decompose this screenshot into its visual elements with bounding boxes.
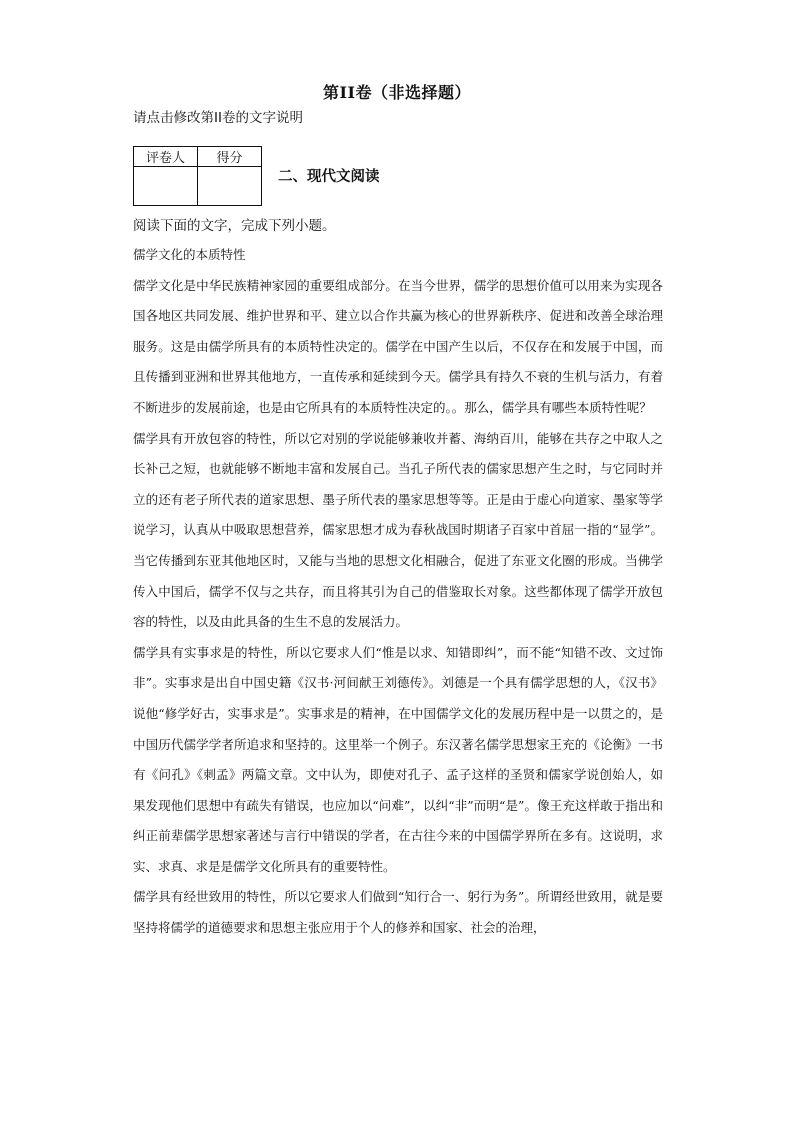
page-title: 第II卷（非选择题） (323, 83, 471, 102)
article-paragraph-3: 儒学具有实事求是的特性，所以它要求人们“惟是以求、知错即纠”，而不能“知错不改、文过饰非”。实事求是出自中国史籍《汉书·河间献王刘德传》。刘德是一个具有儒学思想的人，《汉书》说他“修学好古，实事求是”。实事求是的精神，在中国儒学文化的发展历程中是一以贯之的，是中国历代儒学学者所追求和坚持的。这里举一个例子。东汉著名儒学思想家王充的《论衡》一书有《问孔》《刺孟》两篇文章。文中认为，即使对孔子、孟子这样的圣贤和儒家学说创始人，如果发现他们思想中有疏失有错误，也应加以“问难”，以纠“非”而明“是”。像王充这样敢于指出和纠正前辈儒学思想家著述与言行中错误的学者，在古往今来的中国儒学界所在多有。这说明，求实、求真、求是是儒学文化所具有的重要特性。 (133, 644, 663, 874)
score-header-grader: 评卷人 (134, 147, 198, 167)
score-header-score: 得分 (198, 147, 262, 167)
score-table (133, 146, 262, 206)
article-body (133, 240, 663, 944)
volume-note: 请点击修改第II卷的文字说明 (133, 110, 303, 126)
article-paragraph-2: 儒学具有开放包容的特性，所以它对别的学说能够兼收并蓄、海纳百川，能够在共存之中取人之长补己之短，也就能够不断地丰富和发展自己。当孔子所代表的儒家思想产生之时，与它同时并立的还有老子所代表的道家思想、墨子所代表的墨家思想等等。正是由于虚心向道家、墨家等学说学习，认真从中吸取思想营养，儒家思想才成为春秋战国时期诸子百家中首屈一指的“显学”。当它传播到东亚其他地区时，又能与当地的思想文化相融合，促进了东亚文化圈的形成。当佛学传入中国后，儒学不仅与之共存，而且将其引为自己的借鉴取长对象。这些都体现了儒学开放包容的特性，以及由此具备的生生不息的发展活力。 (133, 430, 663, 630)
section-heading: 二、现代文阅读 (278, 168, 380, 185)
article-paragraph-1: 儒学文化是中华民族精神家园的重要组成部分。在当今世界，儒学的思想价值可以用来为实现各国各地区共同发展、维护世界和平、建立以合作共赢为核心的世界新秩序、促进和改善全球治理服务。这是由儒学所具有的本质特性决定的。儒学在中国产生以后，不仅存在和发展于中国，而且传播到亚洲和世界其他地方，一直传承和延续到今天。儒学具有持久不衰的生机与活力，有着不断进步的发展前途，也是由它所具有的本质特性决定的。。那么，儒学具有哪些本质特性呢？ (133, 277, 663, 415)
score-cell (198, 167, 262, 206)
grader-cell (134, 167, 198, 206)
reading-instruction: 阅读下面的文字，完成下列小题。 (133, 218, 336, 234)
article-paragraph-4: 儒学具有经世致用的特性，所以它要求人们做到“知行合一、躬行为务”。所谓经世致用，就是要坚持将儒学的道德要求和思想主张应用于个人的修养和国家、社会的治理， (133, 889, 663, 936)
article-title: 儒学文化的本质特性 (133, 247, 246, 262)
